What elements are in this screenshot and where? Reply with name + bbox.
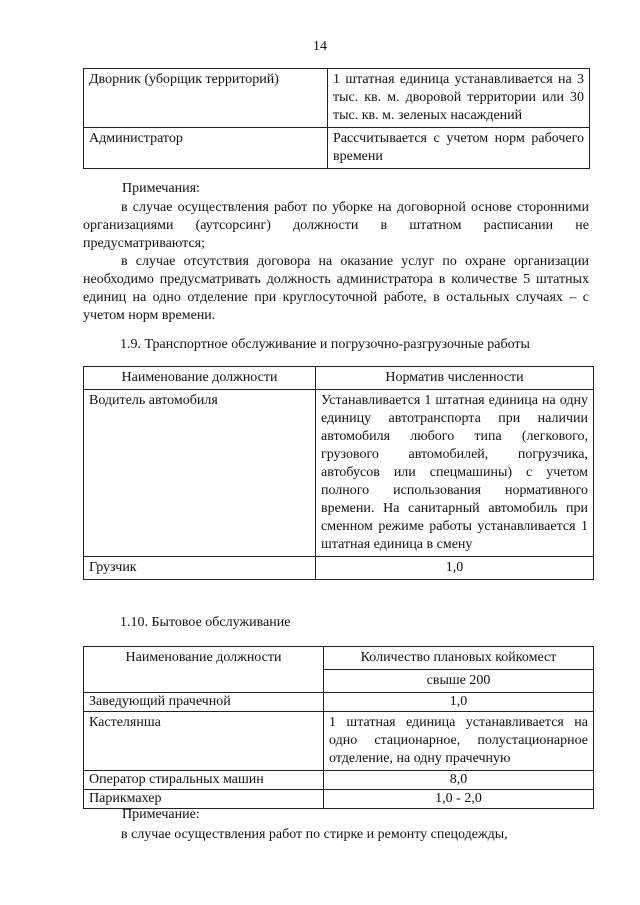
column-header-norm: Норматив численности <box>316 367 594 390</box>
table-row <box>84 693 594 712</box>
page-number: 14 <box>313 39 327 54</box>
table-row <box>84 557 594 580</box>
table-header-row <box>84 367 594 390</box>
notes-block <box>83 199 589 325</box>
staff-table-cleaning <box>83 68 590 169</box>
column-header-position: Наименование должности <box>84 367 316 390</box>
norm-cell: 1,0 - 2,0 <box>324 790 594 809</box>
position-cell: Заведующий прачечной <box>84 693 324 712</box>
table-row <box>84 771 594 790</box>
staff-table-transport <box>83 366 594 580</box>
norm-cell: 1 штатная единица устанавливается на 3 тыс. кв. м. дворовой территории или 30 тыс. кв. м. зеленых насаждений <box>328 69 590 128</box>
norm-cell: 1 штатная единица устанавливается на одно стационарное, полустационарное отделение, на одну прачечную <box>324 712 594 771</box>
table-row <box>84 69 590 128</box>
table-row <box>84 128 590 169</box>
table-header-row <box>84 647 594 670</box>
norm-cell: 1,0 <box>324 693 594 712</box>
note-item: в случае осуществления работ по стирке и ремонту спецодежды, <box>121 827 508 842</box>
position-cell: Администратор <box>84 128 328 169</box>
column-header-position: Наименование должности <box>84 647 324 693</box>
staff-table-household <box>83 646 594 809</box>
notes-title: Примечания: <box>122 181 200 196</box>
section-heading: 1.9. Транспортное обслуживание и погрузочно-разгрузочные работы <box>120 337 530 352</box>
column-header-norm: Количество плановых койкомест <box>324 647 594 670</box>
position-cell: Кастелянша <box>84 712 324 771</box>
section-heading: 1.10. Бытовое обслуживание <box>120 615 291 630</box>
notes-block <box>83 826 589 844</box>
position-cell: Парикмахер <box>84 790 324 809</box>
norm-cell: Рассчитывается с учетом норм рабочего времени <box>328 128 590 169</box>
norm-cell: 1,0 <box>316 557 594 580</box>
norm-cell: 8,0 <box>324 771 594 790</box>
norm-cell: Устанавливается 1 штатная единица на одну единицу автотранспорта при наличии автомобиля любого типа (легкового, грузового автомобилей, погрузчика, автобусов или спецмашины) с учетом полного использования нормативного времени. На санитарный автомобиль при сменном режиме работы устанавливается 1 штатная единица в смену <box>316 390 594 557</box>
column-subheader: свыше 200 <box>324 670 594 693</box>
position-cell: Дворник (уборщик территорий) <box>84 69 328 128</box>
position-cell: Грузчик <box>84 557 316 580</box>
position-cell: Водитель автомобиля <box>84 390 316 557</box>
note-item: в случае отсутствия договора на оказание услуг по охране организации необходимо предусматривать должность администратора в количестве 5 штатных единиц на одно отделение при круглосуточной работе, в остальных случаях – с учетом норм времени. <box>83 254 589 323</box>
notes-title: Примечание: <box>122 807 200 822</box>
position-cell: Оператор стиральных машин <box>84 771 324 790</box>
table-row <box>84 390 594 557</box>
note-item: в случае осуществления работ по уборке на договорной основе сторонними организациями (аутсорсинг) должности в штатном расписании не предусматриваются; <box>83 200 589 251</box>
table-row <box>84 712 594 771</box>
